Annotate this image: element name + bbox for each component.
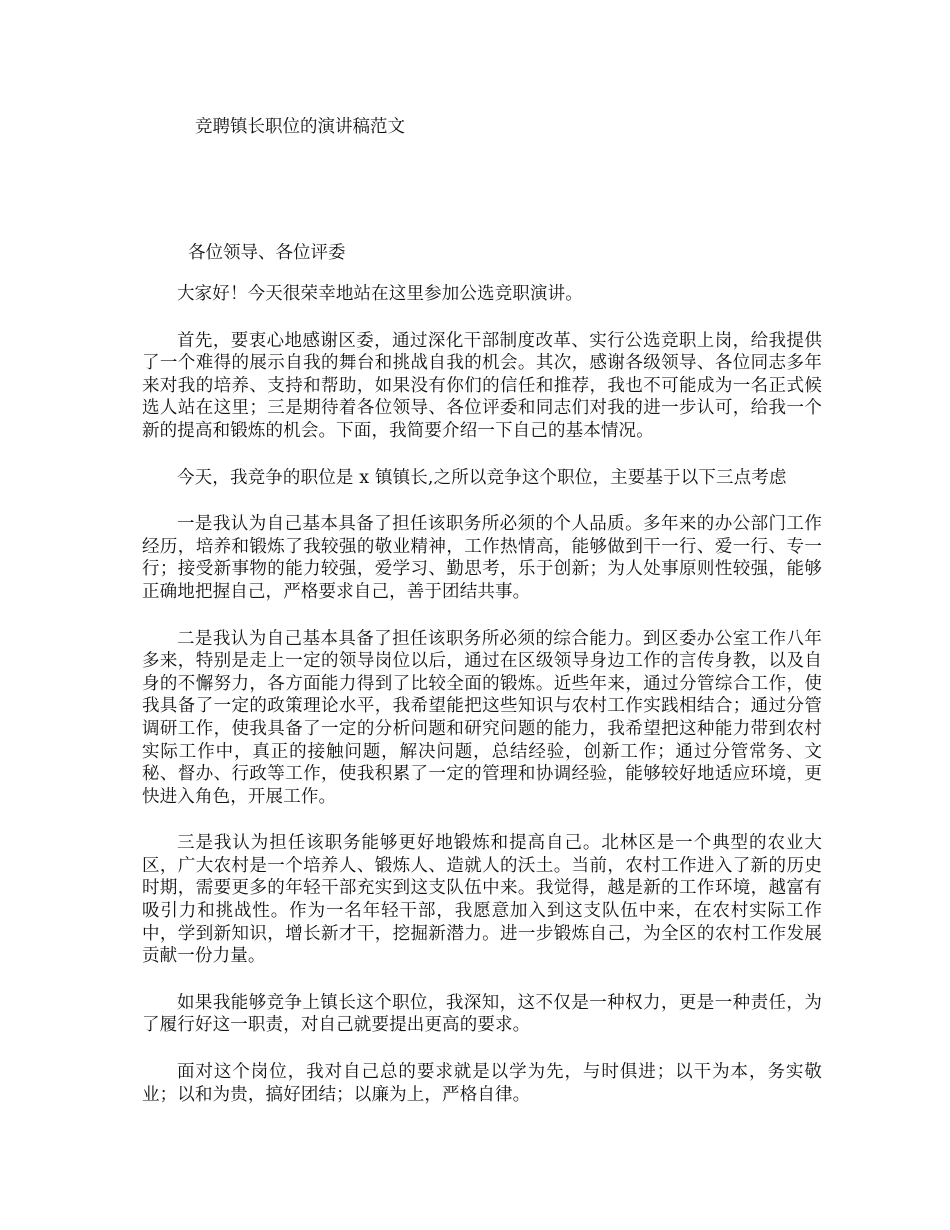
- document-body: [142, 283, 822, 1130]
- paragraph-responsibility: 如果我能够竞争上镇长这个职位，我深知，这不仅是一种权力，更是一种责任，为了履行好这一职责，对自己就要提出更高的要求。: [142, 992, 822, 1036]
- document-title: 竞聘镇长职位的演讲稿范文: [195, 117, 405, 137]
- paragraph-requirements: 面对这个岗位，我对自己总的要求就是以学为先，与时俱进；以干为本，务实敬业；以和为贵，搞好团结；以廉为上，严格自律。: [142, 1062, 822, 1105]
- paragraph-reason-two: 二是我认为自己基本具备了担任该职务所必须的综合能力。到区委办公室工作八年多来，特别是走上一定的领导岗位以后，通过在区级领导身边工作的言传身教，以及自身的不懈努力，各方面能力得到了比较全面的锻炼。近些年来，通过分管综合工作，使我具备了一定的政策理论水平，我希望能把这些知识与农村工作实践相结合；通过分管调研工作，使我具备了一定的分析问题和研究问题的能力，我希望把这种能力带到农村实际工作中，真正的接触问题，解决问题，总结经验，创新工作；通过分管常务、文秘、督办、行政等工作，使我积累了一定的管理和协调经验，能够较好地适应环境，更快进入角色，开展工作。: [142, 628, 822, 807]
- paragraph-thanks: 首先，要衷心地感谢区委，通过深化干部制度改革、实行公选竞职上岗，给我提供了一个难得的展示自我的舞台和挑战自我的机会。其次，感谢各级领导、各位同志多年来对我的培养、支持和帮助，如果没有你们的信任和推荐，我也不可能成为一名正式候选人站在这里；三是期待着各位领导、各位评委和同志们对我的进一步认可，给我一个新的提高和锻炼的机会。下面，我简要介绍一下自己的基本情况。: [142, 330, 822, 441]
- paragraph-reason-three: 三是我认为担任该职务能够更好地锻炼和提高自己。北林区是一个典型的农业大区，广大农村是一个培养人、锻炼人、造就人的沃土。当前，农村工作进入了新的历史时期，需要更多的年轻干部充实到这支队伍中来。我觉得，越是新的工作环境，越富有吸引力和挑战性。作为一名年轻干部，我愿意加入到这支队伍中来，在农村实际工作中，学到新知识，增长新才干，挖掘新潜力。进一步锻炼自己，为全区的农村工作发展贡献一份力量。: [142, 833, 822, 967]
- paragraph-position: 今天，我竞争的职位是 x 镇镇长,之所以竞争这个职位，主要基于以下三点考虑: [177, 467, 787, 488]
- salutation: 各位领导、各位评委: [188, 243, 346, 263]
- paragraph-reason-one: 一是我认为自己基本具备了担任该职务所必须的个人品质。多年来的办公部门工作经历，培养和锻炼了我较强的敬业精神，工作热情高，能够做到干一行、爱一行、专一行；接受新事物的能力较强，爱学习、勤思考，乐于创新；为人处事原则性较强，能够正确地把握自己，严格要求自己，善于团结共事。: [142, 514, 822, 602]
- paragraph-greeting: 大家好！今天很荣幸地站在这里参加公选竞职演讲。: [177, 284, 583, 304]
